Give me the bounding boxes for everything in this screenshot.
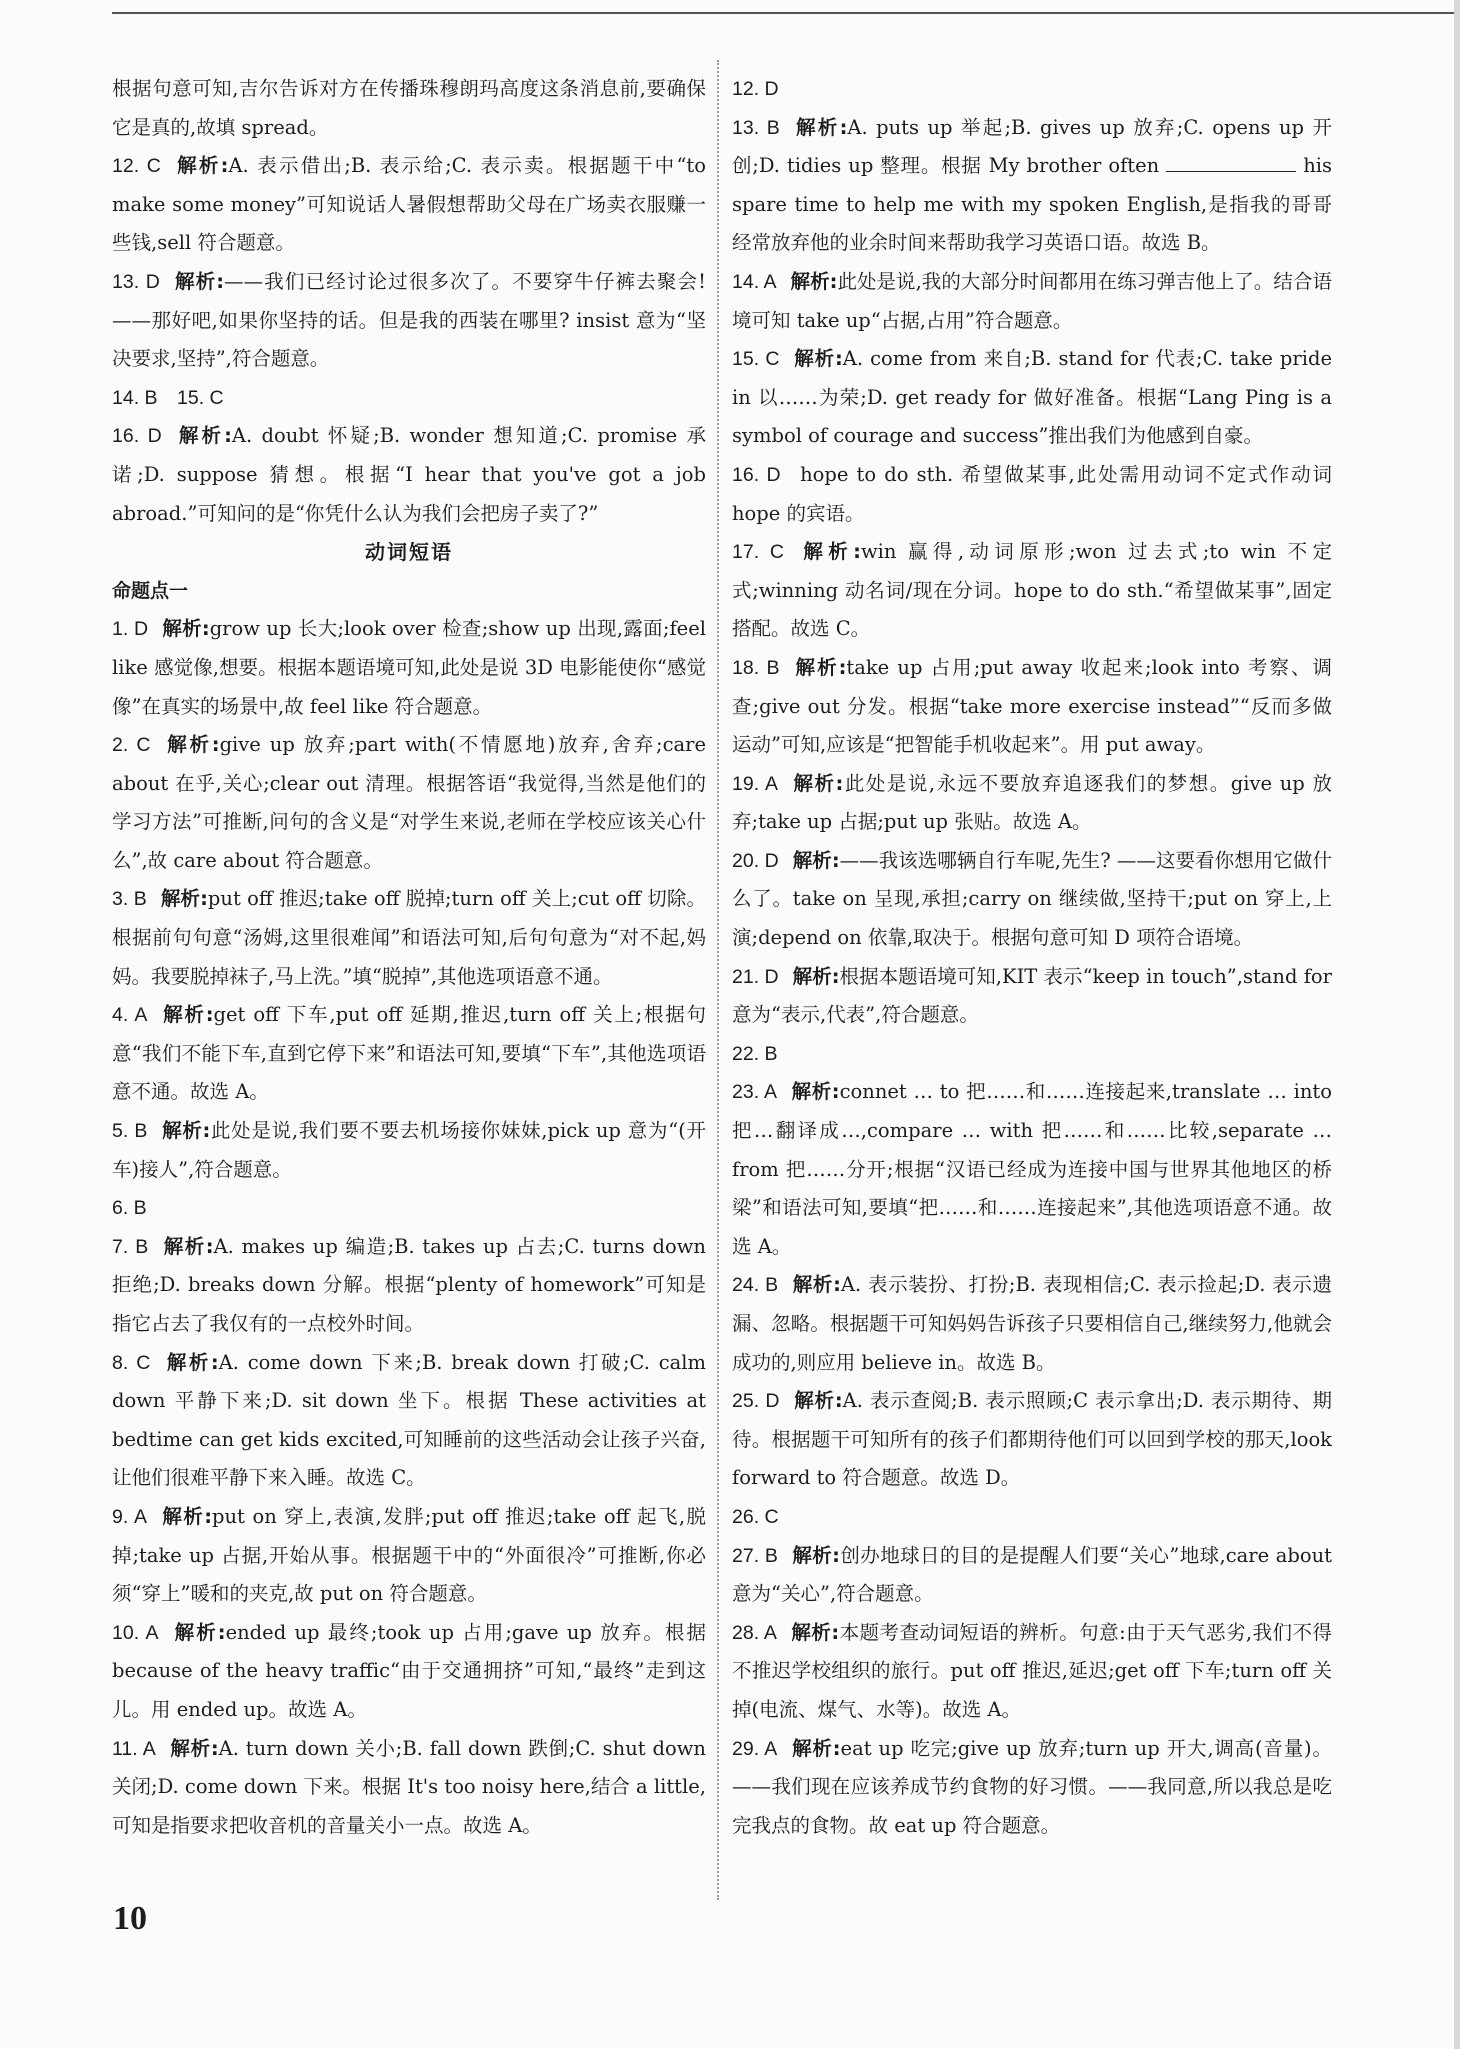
explanation-text: grow up 长大;look over 检查;show up 出现,露面;feel like 感觉像,想要。根据本题语境可知,此处是说 3D 电影能使你“感觉像”在真实的场景中,故 feel like 符合题意。 — [112, 617, 706, 718]
explanation-text: A. doubt 怀疑;B. wonder 想知道;C. promise 承诺;D. suppose 猜想。根据“I hear that you've got a job abroad.”可知问的是“你凭什么认为我们会把房子卖了?” — [112, 424, 706, 525]
explanation-label: 解析: — [160, 887, 208, 911]
answer-item — [732, 109, 1332, 263]
answer-number: 12. D — [732, 78, 779, 100]
answer-number: 1. D — [112, 618, 149, 641]
explanation-label: 解析: — [791, 771, 844, 795]
answer-item — [732, 1266, 1332, 1382]
answer-number: 16. D — [112, 425, 162, 448]
answer-number: 18. B — [732, 656, 780, 679]
explanation-text: A. makes up 编造;B. takes up 占去;C. turns down 拒绝;D. breaks down 分解。根据“plenty of homework”可知是指它占去了我仅有的一点校外时间。 — [112, 1234, 706, 1335]
answer-number: 21. D — [732, 965, 779, 988]
answer-item — [732, 1035, 1332, 1074]
explanation-label: 解析: — [172, 1620, 226, 1644]
answer-number: 14. B 15. C — [112, 386, 224, 409]
answer-item — [112, 1189, 706, 1228]
answer-item — [732, 533, 1332, 649]
section-subheading: 命题点一 — [112, 579, 189, 602]
section-heading: 动词短语 — [365, 540, 453, 565]
answer-item — [112, 996, 706, 1112]
answer-item — [732, 765, 1332, 842]
explanation-label: 解析: — [790, 269, 838, 293]
explanation-label: 解析: — [793, 115, 848, 139]
explanation-label: 解析: — [173, 269, 225, 293]
explanation-label: 解析: — [164, 1350, 219, 1374]
explanation-label: 解析: — [791, 1080, 840, 1104]
fill-in-blank — [1166, 152, 1296, 173]
explanation-text: 此处是说,永远不要放弃追逐我们的梦想。give up 放弃;take up 占据;put up 张贴。故选 A。 — [732, 771, 1332, 834]
answer-item — [732, 842, 1332, 958]
explanation-text: A. 表示查阅;B. 表示照顾;C 表示拿出;D. 表示期待、期待。根据题干可知所有的孩子们都期待他们可以回到学校的那天,look forward to 符合题意。故选 D。 — [732, 1389, 1332, 1490]
explanation-label: 解析: — [792, 964, 840, 988]
left-column — [112, 70, 706, 1845]
explanation-text: connet … to 把……和……连接起来,translate … into 把…翻译成…,compare … with 把……和……比较,separate … from 把……分开;根据“汉语已经成为连接中国与世界其他地区的桥梁”和语法可知,要填“把……和……连接起来”,其他选项语意不通。故选 A。 — [732, 1080, 1332, 1258]
answer-item — [732, 263, 1332, 340]
answer-number: 2. C — [112, 734, 151, 757]
explanation-text: eat up 吃完;give up 放弃;turn up 开大,调高(音量)。——我们现在应该养成节约食物的好习惯。——我同意,所以我总是吃完我点的食物。故 eat up 符合题意。 — [732, 1736, 1332, 1837]
answer-number: 14. A — [732, 270, 777, 293]
top-rule — [112, 12, 1460, 14]
explanation-text: A. 表示借出;B. 表示给;C. 表示卖。根据题干中“to make some money”可知说话人暑假想帮助父母在广场卖衣服赚一些钱,sell 符合题意。 — [112, 154, 706, 255]
explanation-label: 解析: — [161, 1003, 214, 1027]
answer-number: 15. C — [732, 348, 780, 371]
answer-item — [112, 1498, 706, 1614]
explanation-label: 解析: — [162, 1234, 214, 1258]
page-number: 10 — [113, 1900, 147, 1937]
answer-item — [112, 1228, 706, 1344]
explanation-label: 解析: — [793, 655, 847, 679]
answer-item — [732, 456, 1332, 533]
explanation-text: A. come down 下来;B. break down 打破;C. calm down 平静下来;D. sit down 坐下。根据 These activities at bedtime can get kids excited,可知睡前的这些活动会让孩子兴奋,让他们很难平静下来入睡。故选 C。 — [112, 1350, 706, 1490]
explanation-text: A. puts up 举起;B. gives up 放弃;C. opens up 开创;D. tidies up 整理。根据 My brother often — [732, 115, 1332, 178]
answer-item — [112, 417, 706, 533]
explanation-label: 解析: — [791, 1736, 841, 1760]
explanation-text: A. turn down 关小;B. fall down 跌倒;C. shut down 关闭;D. come down 下来。根据 It's too noisy here,结合 a little,可知是指要求把收音机的音量关小一点。故选 A。 — [112, 1736, 706, 1837]
answer-number: 17. C — [732, 541, 784, 564]
explanation-text: ——我们已经讨论过很多次了。不要穿牛仔裤去聚会! ——那好吧,如果你坚持的话。但是我的西装在哪里? insist 意为“坚决要求,坚持”,符合题意。 — [112, 269, 706, 371]
answer-number: 13. B — [732, 116, 780, 139]
explanation-label: 解析: — [162, 617, 210, 641]
answer-number: 24. B — [732, 1274, 779, 1297]
answer-number: 27. B — [732, 1544, 778, 1567]
answer-item — [112, 379, 706, 418]
explanation-label: 解析: — [174, 154, 229, 178]
answer-item — [112, 726, 706, 880]
answer-item — [112, 610, 706, 726]
explanation-text: 此处是说,我们要不要去机场接你妹妹,pick up 意为“(开车)接人”,符合题意。 — [112, 1119, 707, 1181]
explanation-label: 解析: — [791, 1543, 840, 1567]
column-divider — [717, 60, 719, 1900]
explanation-label: 解析: — [793, 347, 843, 371]
answer-number: 6. B — [112, 1197, 147, 1220]
answer-number: 10. A — [112, 1621, 159, 1644]
answer-item — [112, 1614, 706, 1730]
answer-number: 7. B — [112, 1235, 149, 1258]
answer-item — [732, 649, 1332, 765]
explanation-text: hope to do sth. 希望做某事,此处需用动词不定式作动词 hope 的宾语。 — [732, 462, 1333, 525]
explanation-text: A. 表示装扮、打扮;B. 表现相信;C. 表示捡起;D. 表示遗漏、忽略。根据题干可知妈妈告诉孩子只要相信自己,继续努力,他就会成功的,则应用 believe in。故选 B。 — [732, 1273, 1332, 1374]
answer-item — [732, 958, 1332, 1035]
answer-number: 29. A — [732, 1737, 778, 1760]
continuation-text — [112, 70, 706, 147]
explanation-text: get off 下车,put off 延期,推迟,turn off 关上;根据句意“我们不能下车,直到它停下来”和语法可知,要填“下车”,其他选项语意不通。故选 A。 — [112, 1003, 706, 1104]
explanation-label: 解析: — [792, 1273, 841, 1297]
explanation-text: take up 占用;put away 收起来;look into 考察、调查;give out 分发。根据“take more exercise instead”“反而多做运动”可知,应该是“把智能手机收起来”。用 put away。 — [732, 655, 1332, 757]
explanation-text: 本题考查动词短语的辨析。句意:由于天气恶劣,我们不得不推迟学校组织的旅行。put off 推迟,延迟;get off 下车;turn off 关掉(电流、煤气、水等)。故选 A。 — [732, 1620, 1332, 1721]
answer-number: 11. A — [112, 1737, 156, 1760]
answer-item — [112, 1112, 706, 1189]
explanation-label: 解析: — [798, 540, 861, 564]
answer-item — [112, 880, 706, 996]
explanation-label: 解析: — [161, 1119, 211, 1143]
right-column — [732, 70, 1332, 1845]
answer-number: 23. A — [732, 1081, 778, 1104]
answer-number: 8. C — [112, 1351, 151, 1374]
answer-item — [112, 263, 706, 379]
answer-number: 9. A — [112, 1505, 148, 1528]
explanation-text: 根据本题语境可知,KIT 表示“keep in touch”,stand for 意为“表示,代表”,符合题意。 — [732, 964, 1332, 1027]
answer-item — [732, 1537, 1332, 1614]
answer-number: 13. D — [112, 270, 160, 293]
answer-item — [732, 340, 1332, 456]
answer-number: 20. D — [732, 849, 779, 872]
answer-item — [112, 1344, 706, 1498]
explanation-text: ——我该选哪辆自行车呢,先生? ——这要看你想用它做什么了。take on 呈现,承担;carry on 继续做,坚持干;put on 穿上,上演;depend on 依靠,取决于。根据句意可知 D 项符合语境。 — [732, 848, 1332, 950]
explanation-label: 解析: — [169, 1736, 219, 1760]
explanation-text: A. come from 来自;B. stand for 代表;C. take pride in 以……为荣;D. get ready for 做好准备。根据“Lang Ping is a symbol of courage and success”推出我们为他感到自豪。 — [732, 347, 1332, 448]
explanation-text: 创办地球日的目的是提醒人们要“关心”地球,care about 意为“关心”,符合题意。 — [732, 1543, 1332, 1606]
explanation-label: 解析: — [793, 1389, 843, 1413]
answer-item — [112, 147, 706, 263]
answer-item — [732, 1614, 1332, 1730]
explanation-label: 解析: — [164, 733, 220, 757]
explanation-text: win 赢得,动词原形;won 过去式;to win 不定式;winning 动名词/现在分词。hope to do sth.“希望做某事”,固定搭配。故选 C。 — [732, 540, 1332, 641]
explanation-text: 根据句意可知,吉尔告诉对方在传播珠穆朗玛高度这条消息前,要确保它是真的,故填 spread。 — [112, 77, 706, 139]
answer-number: 22. B — [732, 1042, 778, 1065]
answer-number: 28. A — [732, 1621, 777, 1644]
answer-item — [732, 1730, 1332, 1846]
explanation-label: 解析: — [161, 1504, 212, 1528]
answer-number: 3. B — [112, 888, 147, 911]
explanation-text: 此处是说,我的大部分时间都用在练习弹吉他上了。结合语境可知 take up“占据,占用”符合题意。 — [732, 269, 1332, 332]
explanation-text: put on 穿上,表演,发胖;put off 推迟;take off 起飞,脱掉;take up 占据,开始从事。根据题干中的“外面很冷”可推断,你必须“穿上”暖和的夹克,故 put on 符合题意。 — [112, 1504, 706, 1606]
answer-item — [732, 1073, 1332, 1266]
explanation-label: 解析: — [792, 848, 840, 872]
answer-item — [732, 1498, 1332, 1537]
explanation-text: give up 放弃;part with(不情愿地)放弃,舍弃;care about 在乎,关心;clear out 清理。根据答语“我觉得,当然是他们的学习方法”可推断,问句的含义是“对学生来说,老师在学校应该关心什么”,故 care about 符合题意。 — [112, 733, 706, 872]
answer-item — [732, 1382, 1332, 1498]
answer-item — [112, 1730, 706, 1846]
explanation-text: ended up 最终;took up 占用;gave up 放弃。根据 because of the heavy traffic“由于交通拥挤”可知,“最终”走到这儿。用 ended up。故选 A。 — [112, 1620, 706, 1721]
explanation-text: his spare time to help me with my spoken English,是指我的哥哥经常放弃他的业余时间来帮助我学习英语口语。故选 B。 — [732, 154, 1333, 255]
answer-number: 4. A — [112, 1004, 148, 1027]
answer-item — [732, 70, 1332, 109]
explanation-label: 解析: — [175, 424, 232, 448]
answer-number: 26. C — [732, 1505, 779, 1528]
answer-number: 5. B — [112, 1120, 148, 1143]
explanation-text: put off 推迟;take off 脱掉;turn off 关上;cut off 切除。根据前句句意“汤姆,这里很难闻”和语法可知,后句句意为“对不起,妈妈。我要脱掉袜子,马上洗。”填“脱掉”,其他选项语意不通。 — [112, 887, 706, 988]
page-edge — [1454, 0, 1460, 2049]
explanation-label: 解析: — [790, 1620, 840, 1644]
answer-number: 25. D — [732, 1390, 780, 1413]
answer-number: 19. A — [732, 772, 778, 795]
answer-number: 12. C — [112, 155, 161, 178]
answer-number: 16. D — [732, 463, 781, 486]
